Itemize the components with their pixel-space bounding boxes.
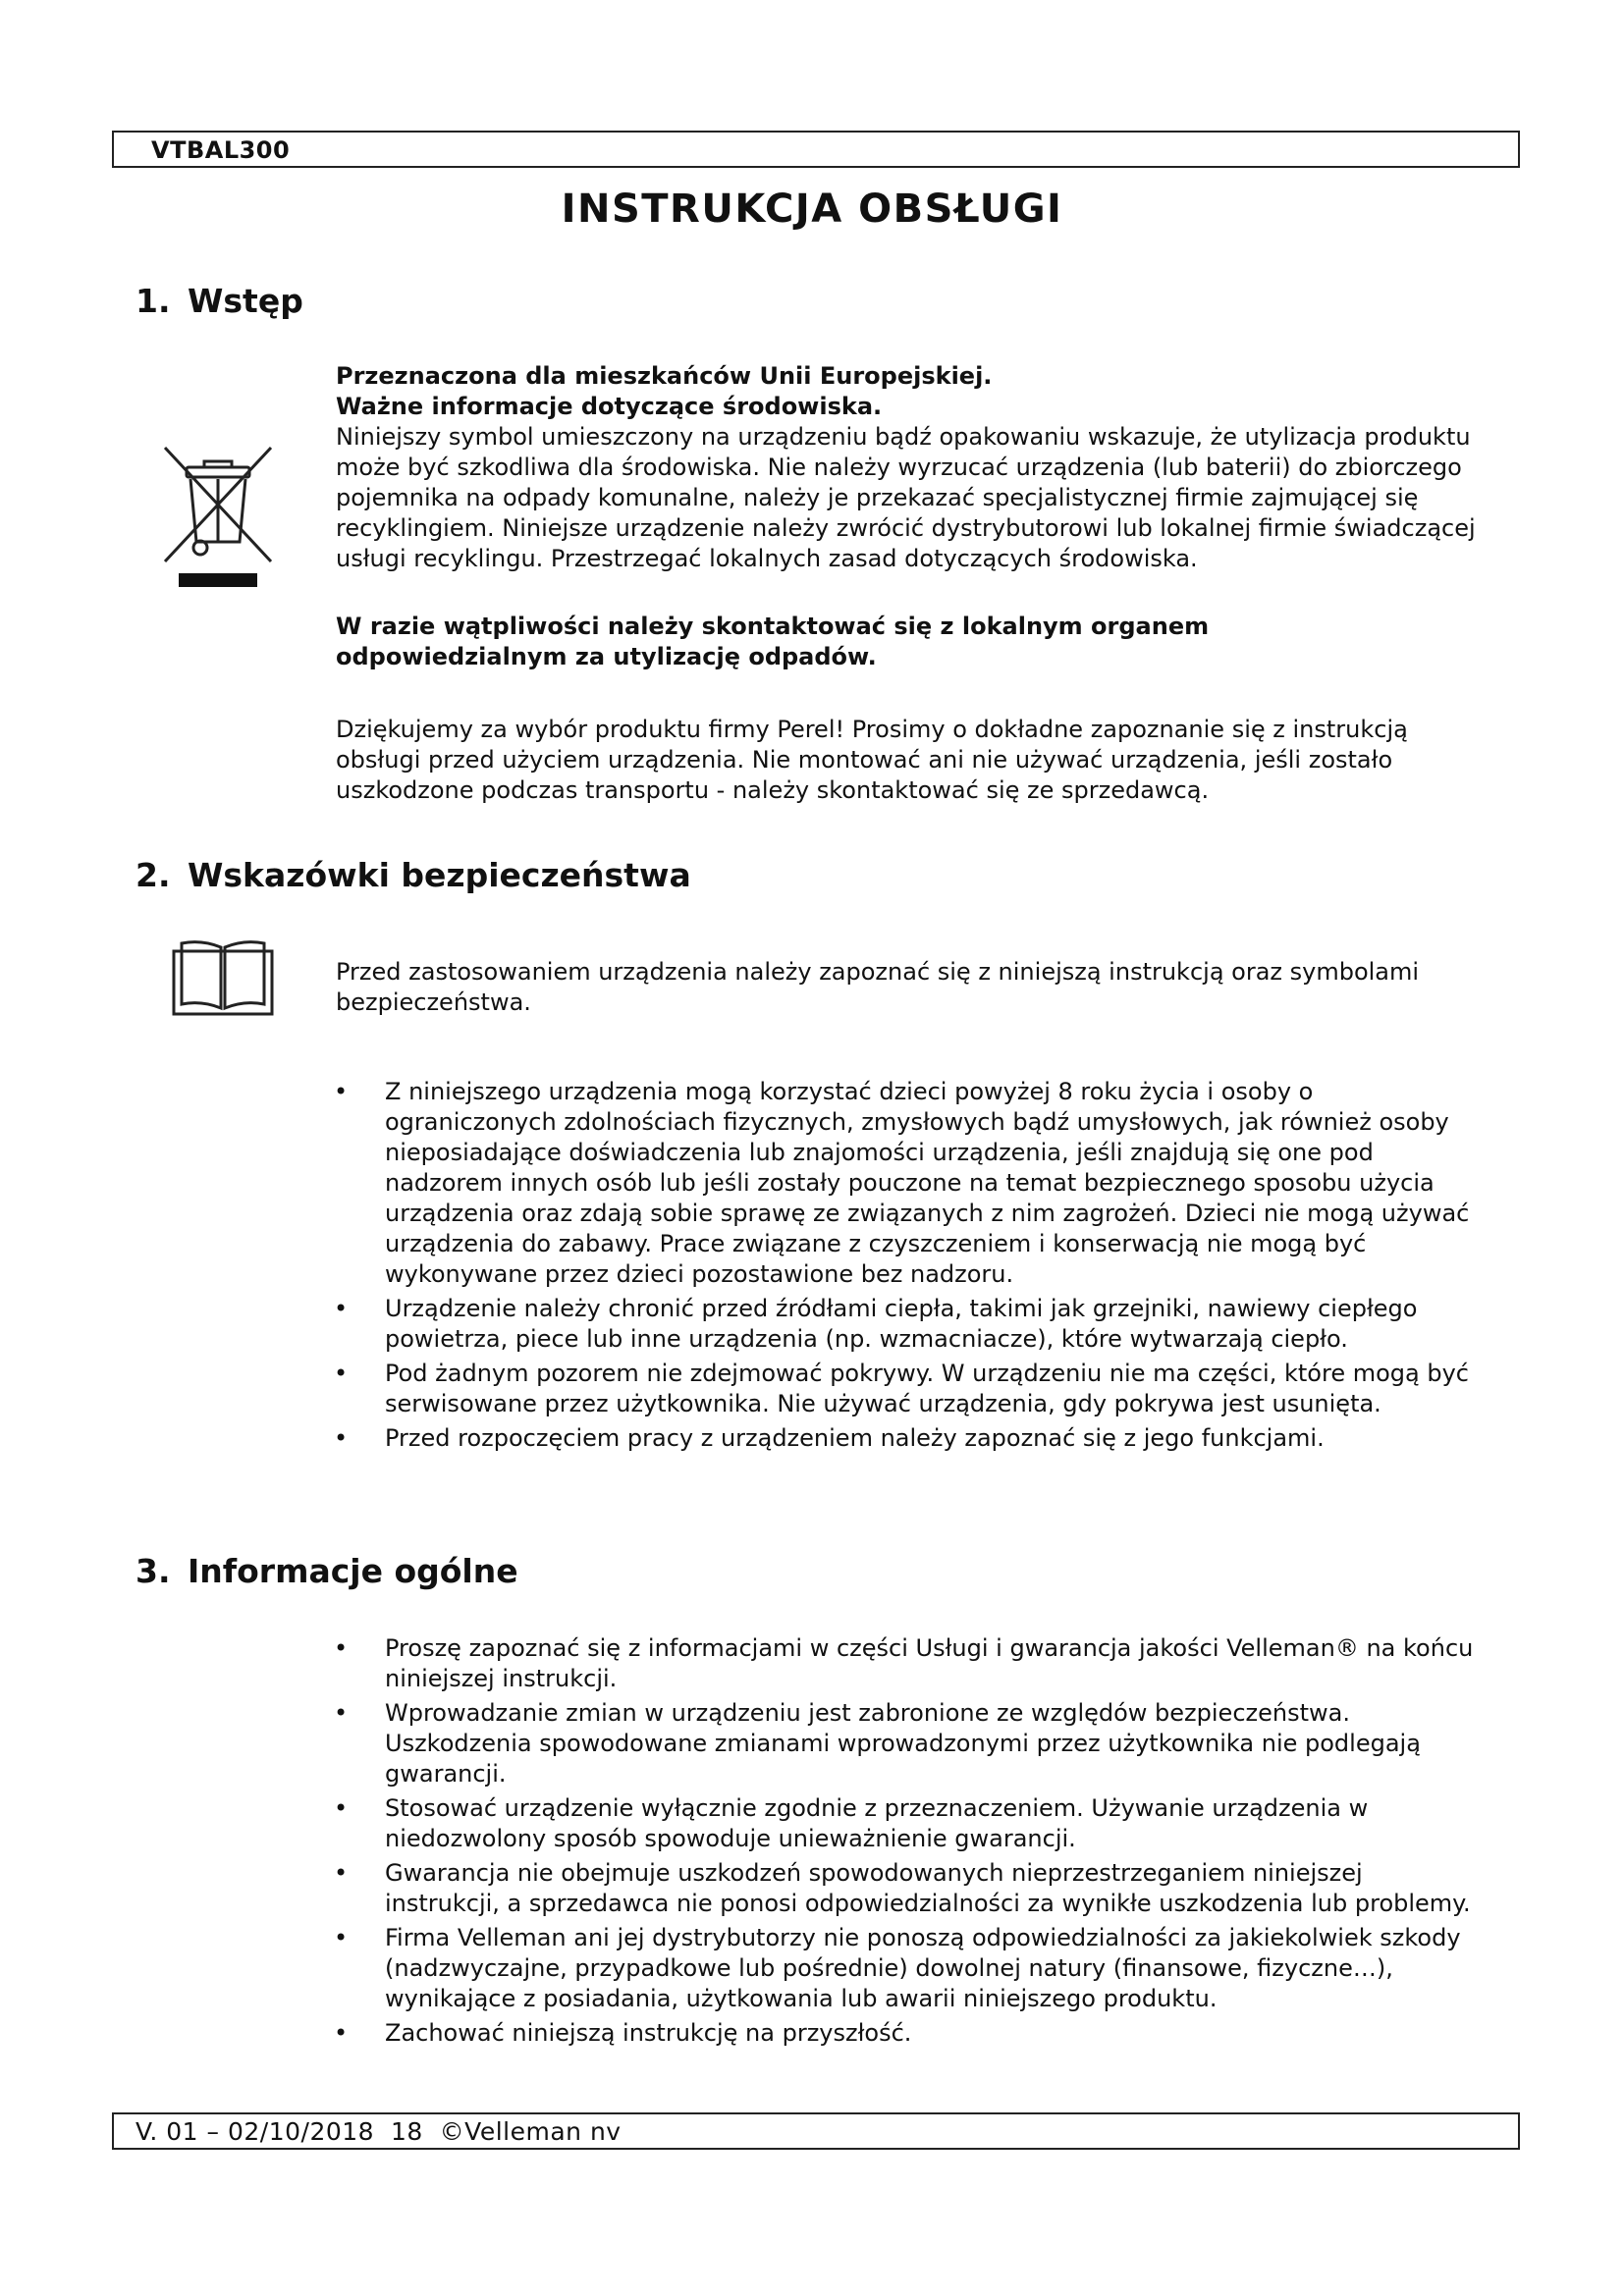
general-info-list — [334, 1633, 1483, 2049]
list-item: • Urządzenie należy chronić przed źródłami ciepła, takimi jak grzejniki, nawiewy ciepłego powietrza, piece lub inne urządzenia (np. wzmacniacze), które wytwarzają ciepło. — [334, 1295, 1418, 1353]
bullet-icon: • — [334, 1295, 349, 1322]
section-title: Informacje ogólne — [188, 1552, 518, 1590]
list-item: • Gwarancja nie obejmuje uszkodzeń spowodowanych nieprzestrzeganiem niniejszej instrukcji, a sprzedawca nie ponosi odpowiedzialności za wynikłe uszkodzenia lub problemy. — [334, 1859, 1471, 1917]
list-item: • Stosować urządzenie wyłącznie zgodnie z przeznaczeniem. Używanie urządzenia w niedozwolony sposób spowoduje unieważnienie gwarancji. — [334, 1794, 1369, 1852]
environment-heading: Ważne informacje dotyczące środowiska. — [336, 393, 883, 420]
section-heading-intro — [135, 282, 303, 320]
safety-list — [334, 1077, 1483, 1454]
section-number: 1. — [135, 282, 171, 320]
environment-contact-note: W razie wątpliwości należy skontaktować się z lokalnym organem odpowiedzialnym za utylizację odpadów. — [336, 613, 1210, 670]
list-item: • Zachować niniejszą instrukcję na przyszłość. — [334, 2019, 912, 2047]
list-item: • Firma Velleman ani jej dystrybutorzy nie ponoszą odpowiedzialności za jakiekolwiek szkody (nadzwyczajne, przypadkowe lub pośrednie) dowolnej natury (finansowe, fizyczne…), wynikające z posiadania, użytkowania lub awarii niniejszego produktu. — [334, 1924, 1461, 2012]
eu-residents-heading: Przeznaczona dla mieszkańców Unii Europejskiej. — [336, 362, 993, 390]
bullet-icon: • — [334, 1859, 349, 1887]
section-heading-safety — [135, 856, 691, 894]
footer-version-text: V. 01 – 02/10/2018 18 ©Velleman nv — [135, 2117, 622, 2146]
environment-text: Niniejszy symbol umieszczony na urządzeniu bądź opakowaniu wskazuje, że utylizacja produktu może być szkodliwa dla środowiska. Nie należy wyrzucać urządzenia (lub baterii) do zbiorczego pojemnika na odpady komunalne, należy je przekazać specjalistycznej firmie zajmującej się recyklingiem. Niniejsze urządzenie należy zwrócić dystrybutorowi lub lokalnej firmie świadczącej usługi recyklingu. Przestrzegać lokalnych zasad dotyczących środowiska. — [336, 423, 1476, 572]
list-item: • Wprowadzanie zmian w urządzeniu jest zabronione ze względów bezpieczeństwa. Uszkodzenia spowodowane zmianami wprowadzonymi przez użytkownika nie podlegają gwarancji. — [334, 1699, 1421, 1788]
section-number: 2. — [135, 856, 171, 894]
bullet-icon: • — [334, 1078, 349, 1105]
bullet-icon: • — [334, 1634, 349, 1662]
bullet-icon: • — [334, 1360, 349, 1387]
section-number: 3. — [135, 1552, 171, 1590]
bullet-icon: • — [334, 1699, 349, 1727]
page-title: INSTRUKCJA OBSŁUGI — [561, 187, 1063, 232]
list-item: • Przed rozpoczęciem pracy z urządzeniem należy zapoznać się z jego funkcjami. — [334, 1424, 1325, 1452]
crossed-bin-icon — [159, 436, 277, 593]
page-footer — [112, 2112, 1520, 2150]
bullet-icon: • — [334, 2019, 349, 2047]
thank-you-text: Dziękujemy za wybór produktu firmy Perel! Prosimy o dokładne zapoznanie się z instrukcją obsługi przed użyciem urządzenia. Nie montować ani nie używać urządzenia, jeśli zostało uszkodzone podczas transportu - należy skontaktować się ze sprzedawcą. — [336, 716, 1408, 804]
model-number: VTBAL300 — [151, 136, 291, 164]
list-item: • Pod żadnym pozorem nie zdejmować pokrywy. W urządzeniu nie ma części, które mogą być serwisowane przez użytkownika. Nie używać urządzenia, gdy pokrywa jest usunięta. — [334, 1360, 1469, 1417]
list-item: • Z niniejszego urządzenia mogą korzystać dzieci powyżej 8 roku życia i osoby o ograniczonych zdolnościach fizycznych, zmysłowych bądź umysłowych, jak również osoby nieposiadające doświadczenia lub znajomości urządzenia, jeśli znajdują się one pod nadzorem innych osób lub jeśli zostały pouczone na temat bezpiecznego sposobu użycia urządzenia oraz zdają sobie sprawę ze związanych z nim zagrożeń. Dzieci nie mogą używać urządzenia do zabawy. Prace związane z czyszczeniem i konserwacją nie mogą być wykonywane przez dzieci pozostawione bez nadzoru. — [334, 1078, 1470, 1288]
bullet-icon: • — [334, 1424, 349, 1452]
open-book-icon — [172, 937, 274, 1016]
bullet-icon: • — [334, 1794, 349, 1822]
safety-lead-text: Przed zastosowaniem urządzenia należy zapoznać się z niniejszą instrukcją oraz symbolami bezpieczeństwa. — [336, 958, 1420, 1016]
list-item: • Proszę zapoznać się z informacjami w części Usługi i gwarancja jakości Velleman® na końcu niniejszej instrukcji. — [334, 1634, 1474, 1692]
section-title: Wstęp — [188, 282, 303, 320]
section-title: Wskazówki bezpieczeństwa — [188, 856, 691, 894]
page-header — [112, 131, 1520, 168]
section-heading-general — [135, 1552, 518, 1590]
bullet-icon: • — [334, 1924, 349, 1951]
